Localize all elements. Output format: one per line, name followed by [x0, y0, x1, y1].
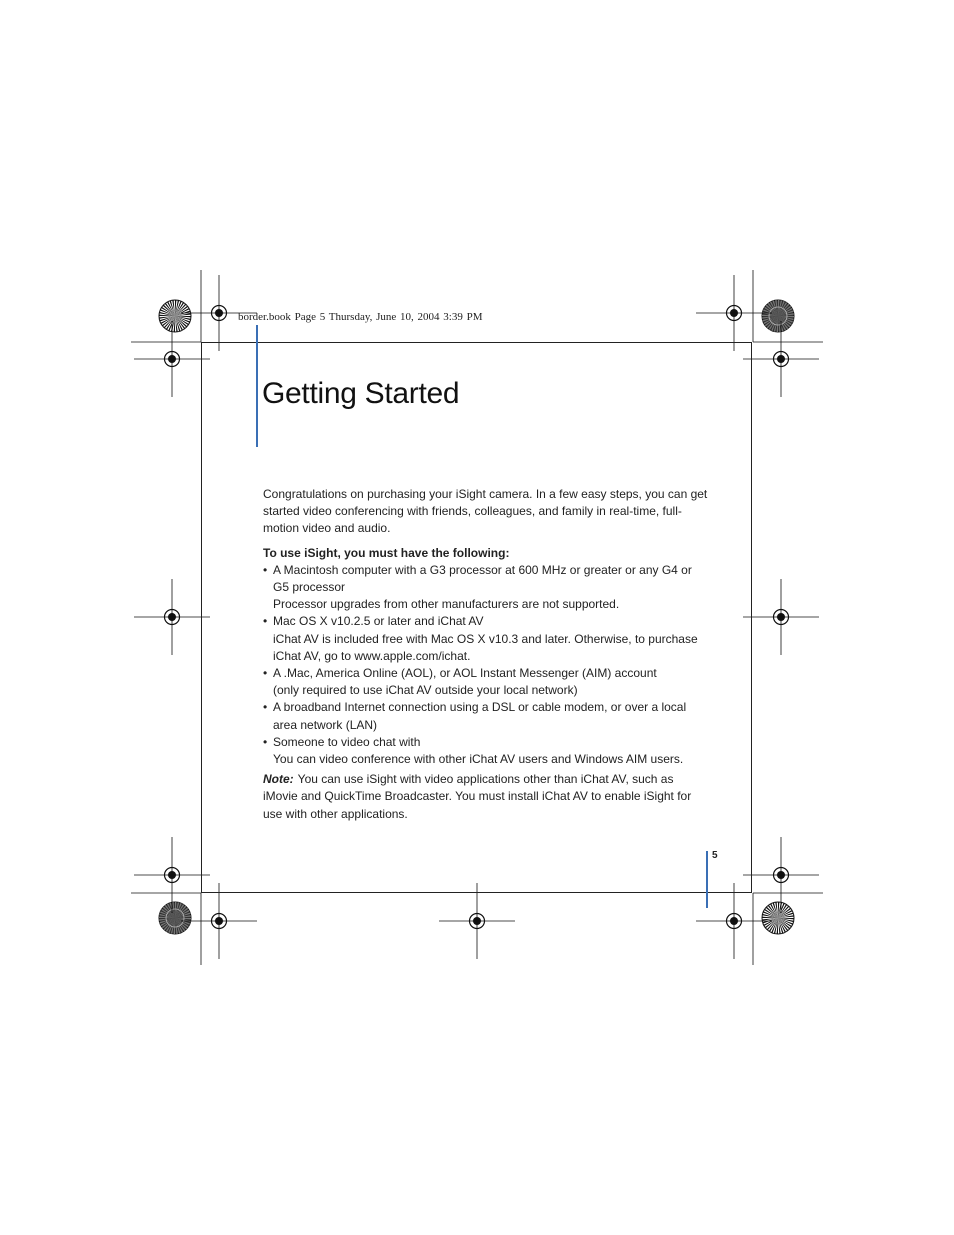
bullet-icon: • — [263, 562, 268, 577]
note-label: Note: — [263, 772, 294, 787]
requirements-list — [263, 562, 708, 768]
title-accent-rule — [256, 325, 258, 447]
page-number: 5 — [712, 850, 718, 861]
list-item — [263, 699, 708, 733]
bullet-icon: • — [263, 734, 268, 749]
bullet-icon: • — [263, 614, 268, 629]
list-item-main: Mac OS X v10.2.5 or later and iChat AV — [273, 614, 484, 629]
requirements-heading: To use iSight, you must have the following: — [263, 545, 510, 560]
note-text: You can use iSight with video applications other than iChat AV, such as iMovie and QuickTime Broadcaster. You must install iChat AV to enable iSight for use with other applications. — [263, 772, 692, 821]
slug-line: border.book Page 5 Thursday, June 10, 2004 3:39 PM — [238, 311, 483, 323]
list-item-detail: iChat AV is included free with Mac OS X v10.3 and later. Otherwise, to purchase iChat AV, go to www.apple.com/ichat. — [273, 631, 698, 663]
page-title: Getting Started — [262, 377, 460, 410]
list-item-main: Someone to video chat with — [273, 734, 421, 749]
bullet-icon: • — [263, 666, 268, 681]
list-item-detail: Processor upgrades from other manufacturers are not supported. — [273, 597, 620, 612]
list-item-detail: (only required to use iChat AV outside your local network) — [273, 683, 578, 698]
list-item-main: A Macintosh computer with a G3 processor at 600 MHz or greater or any G4 or G5 processor — [273, 562, 692, 595]
intro-paragraph: Congratulations on purchasing your iSight camera. In a few easy steps, you can get started video conferencing with friends, colleagues, and family in real-time, full-motion video and audio. — [263, 487, 708, 536]
list-item — [263, 734, 708, 768]
bullet-icon: • — [263, 700, 268, 715]
page-number-rule — [706, 851, 708, 908]
list-item-main: A .Mac, America Online (AOL), or AOL Instant Messenger (AIM) account — [273, 666, 657, 681]
list-item-main: A broadband Internet connection using a DSL or cable modem, or over a local area network (LAN) — [273, 700, 687, 732]
list-item — [263, 562, 708, 614]
body-text — [263, 486, 708, 823]
note-paragraph — [263, 771, 708, 823]
list-item — [263, 613, 708, 665]
list-item-detail: You can video conference with other iChat AV users and Windows AIM users. — [273, 752, 684, 767]
list-item — [263, 665, 708, 699]
